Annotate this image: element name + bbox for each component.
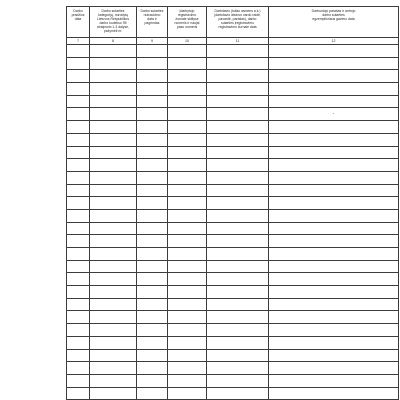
table-cell[interactable] xyxy=(269,57,399,70)
table-row xyxy=(67,286,399,299)
table-cell[interactable] xyxy=(137,349,168,362)
table-cell[interactable] xyxy=(207,209,269,222)
table-cell[interactable] xyxy=(90,184,137,197)
table-cell[interactable] xyxy=(137,83,168,96)
col-number: 8 xyxy=(90,38,137,45)
table-cell[interactable] xyxy=(90,260,137,273)
table-cell[interactable] xyxy=(168,45,207,58)
table-cell[interactable] xyxy=(90,159,137,172)
table-cell[interactable] xyxy=(168,171,207,184)
table-cell[interactable] xyxy=(207,95,269,108)
table-cell[interactable] xyxy=(67,95,90,108)
table-cell[interactable] xyxy=(168,83,207,96)
table-row xyxy=(67,209,399,222)
col-number: 9 xyxy=(137,38,168,45)
col-number: 7 xyxy=(67,38,90,45)
table-cell[interactable] xyxy=(269,159,399,172)
table-cell[interactable] xyxy=(207,159,269,172)
table-cell[interactable] xyxy=(90,273,137,286)
table-cell[interactable] xyxy=(137,248,168,261)
table-cell[interactable] xyxy=(168,374,207,387)
table-cell[interactable] xyxy=(137,387,168,400)
table-cell[interactable] xyxy=(168,184,207,197)
table-cell[interactable] xyxy=(207,184,269,197)
table-cell[interactable] xyxy=(67,146,90,159)
table-cell[interactable] xyxy=(207,235,269,248)
table-cell[interactable] xyxy=(90,311,137,324)
table-cell[interactable] xyxy=(67,108,90,121)
table-cell[interactable] xyxy=(137,57,168,70)
table-cell[interactable] xyxy=(67,349,90,362)
table-cell[interactable] xyxy=(207,57,269,70)
table-cell[interactable] xyxy=(269,336,399,349)
table-cell[interactable] xyxy=(90,349,137,362)
table-cell[interactable] xyxy=(90,83,137,96)
table-row xyxy=(67,83,399,96)
table-row xyxy=(67,349,399,362)
table-cell[interactable] xyxy=(67,159,90,172)
table-cell[interactable] xyxy=(269,235,399,248)
table-cell[interactable] xyxy=(67,184,90,197)
table-cell[interactable] xyxy=(67,222,90,235)
table-cell[interactable] xyxy=(168,260,207,273)
table-cell[interactable] xyxy=(137,171,168,184)
table-row xyxy=(67,235,399,248)
table-cell[interactable] xyxy=(137,146,168,159)
table-cell[interactable] xyxy=(67,171,90,184)
table-cell[interactable] xyxy=(90,235,137,248)
table-row xyxy=(67,146,399,159)
table-cell[interactable] xyxy=(168,298,207,311)
table-cell[interactable] xyxy=(137,336,168,349)
table-cell[interactable] xyxy=(67,311,90,324)
table-cell[interactable] xyxy=(207,197,269,210)
table-cell[interactable] xyxy=(168,133,207,146)
table-row xyxy=(67,121,399,134)
table-cell[interactable] xyxy=(269,324,399,337)
table-cell[interactable] xyxy=(207,324,269,337)
table-cell[interactable] xyxy=(269,133,399,146)
table-cell[interactable] xyxy=(168,222,207,235)
table-cell[interactable] xyxy=(137,260,168,273)
table-cell[interactable] xyxy=(90,146,137,159)
table-cell[interactable] xyxy=(90,336,137,349)
table-cell[interactable] xyxy=(269,95,399,108)
table-cell[interactable] xyxy=(90,95,137,108)
table-cell[interactable] xyxy=(67,374,90,387)
table-cell[interactable] xyxy=(168,95,207,108)
table-row xyxy=(67,362,399,375)
table-cell[interactable] xyxy=(269,83,399,96)
table-cell[interactable] xyxy=(90,45,137,58)
table-row xyxy=(67,184,399,197)
table-cell[interactable] xyxy=(269,273,399,286)
table-row xyxy=(67,273,399,286)
table-cell[interactable] xyxy=(269,248,399,261)
table-cell[interactable] xyxy=(90,387,137,400)
table-cell[interactable] xyxy=(269,222,399,235)
table-cell[interactable] xyxy=(168,159,207,172)
table-cell[interactable] xyxy=(207,362,269,375)
table-cell[interactable] xyxy=(67,362,90,375)
table-cell[interactable] xyxy=(207,273,269,286)
table-cell[interactable] xyxy=(67,248,90,261)
table-cell[interactable] xyxy=(67,387,90,400)
table-cell[interactable] xyxy=(168,362,207,375)
table-cell[interactable] xyxy=(168,286,207,299)
table-cell[interactable] xyxy=(168,336,207,349)
table-cell[interactable] xyxy=(168,121,207,134)
table-cell[interactable] xyxy=(67,336,90,349)
table-cell[interactable] xyxy=(207,45,269,58)
table-cell[interactable] xyxy=(207,121,269,134)
table-cell[interactable] xyxy=(67,298,90,311)
table-cell[interactable] xyxy=(207,336,269,349)
table-row xyxy=(67,248,399,261)
table-cell[interactable] xyxy=(67,273,90,286)
table-cell[interactable] xyxy=(207,374,269,387)
table-cell[interactable] xyxy=(137,70,168,83)
col-header-termination: Darbo sutarties nutraukimo data ir pagrindas xyxy=(137,7,168,38)
table-cell[interactable] xyxy=(168,108,207,121)
table-cell[interactable] xyxy=(269,209,399,222)
table-row xyxy=(67,159,399,172)
table-cell[interactable] xyxy=(67,121,90,134)
table-cell[interactable] xyxy=(207,70,269,83)
table-cell[interactable] xyxy=(269,108,399,121)
table-cell[interactable] xyxy=(137,273,168,286)
table-cell[interactable] xyxy=(207,286,269,299)
table-cell[interactable] xyxy=(207,349,269,362)
table-cell[interactable] xyxy=(269,311,399,324)
table-cell[interactable] xyxy=(137,121,168,134)
table-cell[interactable] xyxy=(137,324,168,337)
table-cell[interactable] xyxy=(137,311,168,324)
table-cell[interactable] xyxy=(269,362,399,375)
table-cell[interactable] xyxy=(207,146,269,159)
col-number: 11 xyxy=(207,38,269,45)
table-cell[interactable] xyxy=(67,209,90,222)
table-cell[interactable] xyxy=(90,298,137,311)
table-cell[interactable] xyxy=(269,146,399,159)
table-row xyxy=(67,108,399,121)
table-cell[interactable] xyxy=(168,70,207,83)
table-cell[interactable] xyxy=(90,324,137,337)
table-cell[interactable] xyxy=(137,184,168,197)
table-cell[interactable] xyxy=(269,260,399,273)
table-cell[interactable] xyxy=(269,121,399,134)
table-cell[interactable] xyxy=(269,374,399,387)
table-cell[interactable] xyxy=(168,235,207,248)
table-cell[interactable] xyxy=(168,197,207,210)
table-row xyxy=(67,298,399,311)
table-cell[interactable] xyxy=(168,311,207,324)
table-cell[interactable] xyxy=(207,133,269,146)
table-cell[interactable] xyxy=(207,222,269,235)
table-cell[interactable] xyxy=(90,197,137,210)
table-cell[interactable] xyxy=(90,57,137,70)
cell-mark: - xyxy=(332,110,335,117)
table-cell[interactable] xyxy=(207,298,269,311)
table-cell[interactable] xyxy=(90,108,137,121)
table-cell[interactable] xyxy=(207,171,269,184)
table-cell[interactable] xyxy=(67,260,90,273)
table-row xyxy=(67,171,399,184)
table-cell[interactable] xyxy=(168,248,207,261)
col-header-contract-category: Darbo sutarties kategoriją, nurodytą Lietuvos Respublikos darbo kodekso 95 straipsnio 1-3 dalyse, pažymėti nr. xyxy=(90,7,137,38)
table-cell[interactable] xyxy=(137,197,168,210)
table-row xyxy=(67,45,399,58)
table-cell[interactable] xyxy=(90,222,137,235)
table-cell[interactable] xyxy=(90,286,137,299)
table-cell[interactable] xyxy=(168,209,207,222)
table-cell[interactable] xyxy=(137,362,168,375)
table-cell[interactable] xyxy=(137,45,168,58)
table-cell[interactable] xyxy=(168,146,207,159)
table-cell[interactable] xyxy=(269,70,399,83)
table-row xyxy=(67,70,399,83)
table-cell[interactable] xyxy=(207,260,269,273)
table-cell[interactable] xyxy=(269,197,399,210)
col-header-start-date: Darbo pradžios data xyxy=(67,7,90,38)
table-cell[interactable] xyxy=(168,324,207,337)
col-number: 10 xyxy=(168,38,207,45)
table-cell[interactable] xyxy=(67,286,90,299)
table-cell[interactable] xyxy=(90,70,137,83)
table-row xyxy=(67,133,399,146)
table-cell[interactable] xyxy=(168,349,207,362)
table-cell[interactable] xyxy=(269,171,399,184)
table-cell[interactable] xyxy=(137,108,168,121)
table-cell[interactable] xyxy=(269,45,399,58)
col-header-employee-signature: Darbuotojo parašas ir antrojo darbo sutarties egzemplioriaus gavimo data xyxy=(269,7,399,38)
table-cell[interactable] xyxy=(67,70,90,83)
table-cell[interactable] xyxy=(67,57,90,70)
table-cell[interactable] xyxy=(137,95,168,108)
table-cell[interactable] xyxy=(168,387,207,400)
header-row xyxy=(67,7,399,38)
table-cell[interactable] xyxy=(137,298,168,311)
table-row xyxy=(67,311,399,324)
table-row xyxy=(67,95,399,108)
table-cell[interactable] xyxy=(137,222,168,235)
table-cell[interactable] xyxy=(90,362,137,375)
table-cell[interactable] xyxy=(207,108,269,121)
table-cell[interactable] xyxy=(90,171,137,184)
table-cell[interactable] xyxy=(168,273,207,286)
table-cell[interactable] xyxy=(137,133,168,146)
table-cell[interactable] xyxy=(67,45,90,58)
table-cell[interactable] xyxy=(269,349,399,362)
table-row xyxy=(67,324,399,337)
table-cell[interactable] xyxy=(67,235,90,248)
table-cell[interactable] xyxy=(90,133,137,146)
table-row xyxy=(67,260,399,273)
table-cell[interactable] xyxy=(168,57,207,70)
table-cell[interactable] xyxy=(90,374,137,387)
col-header-employer-signature: Darbdavio (toliau asmens a.k.) (darbdavio atstovo vardo raidė, pavardė, parašas), darbo sutarties įregistravimo registravimo žurnale data xyxy=(207,7,269,38)
table-cell[interactable] xyxy=(207,387,269,400)
col-header-registry-number: Įdarbytojo registravimo žurnale skiltyse numeris ir naujai paso numeris xyxy=(168,7,207,38)
table-row xyxy=(67,336,399,349)
table-row xyxy=(67,374,399,387)
table-cell[interactable] xyxy=(269,387,399,400)
register-rows xyxy=(67,45,399,400)
table-cell[interactable] xyxy=(67,324,90,337)
table-row xyxy=(67,197,399,210)
column-number-row xyxy=(67,38,399,45)
register-table xyxy=(66,6,399,400)
table-cell[interactable] xyxy=(207,248,269,261)
table-cell[interactable] xyxy=(269,184,399,197)
table-cell[interactable] xyxy=(90,209,137,222)
table-cell[interactable] xyxy=(137,235,168,248)
table-cell[interactable] xyxy=(90,121,137,134)
col-number: 12 xyxy=(269,38,399,45)
table-cell[interactable] xyxy=(137,209,168,222)
table-cell[interactable] xyxy=(269,298,399,311)
table-cell[interactable] xyxy=(207,83,269,96)
table-cell[interactable] xyxy=(137,286,168,299)
table-row xyxy=(67,222,399,235)
table-cell[interactable] xyxy=(67,197,90,210)
table-cell[interactable] xyxy=(67,133,90,146)
table-row xyxy=(67,57,399,70)
table-cell[interactable] xyxy=(137,374,168,387)
table-cell[interactable] xyxy=(90,248,137,261)
table-cell[interactable] xyxy=(269,286,399,299)
table-cell[interactable] xyxy=(137,159,168,172)
table-cell[interactable] xyxy=(67,83,90,96)
table-row xyxy=(67,387,399,400)
table-cell[interactable] xyxy=(207,311,269,324)
